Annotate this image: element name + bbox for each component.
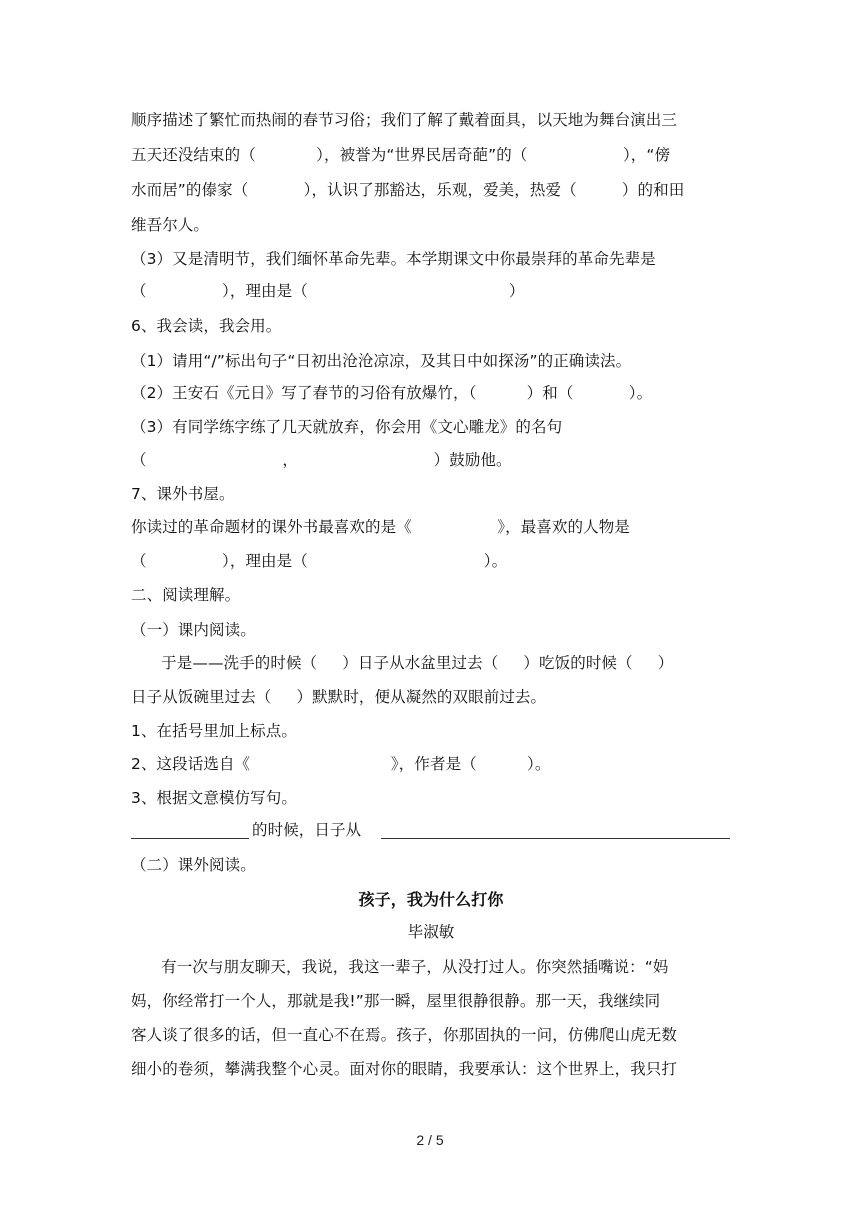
question-2-line: 2、这段话选自《 》，作者是（ ）。 bbox=[131, 755, 551, 773]
question-1-line: （1）请用“/”标出句子“日初出沧沧凉凉，及其日中如探汤”的正确读法。 bbox=[131, 352, 632, 370]
question-1-line: 1、在括号里加上标点。 bbox=[131, 722, 297, 740]
question-2-line: （2）王安石《元日》写了春节的习俗有放爆竹，（ ）和（ ）。 bbox=[131, 384, 653, 402]
article-paragraph-line: 客人谈了很多的话，但一直心不在焉。孩子，你那固执的一问，仿佛爬山虎无数 bbox=[131, 1026, 678, 1044]
text-line: 你读过的革命题材的课外书最喜欢的是《 》，最喜欢的人物是 bbox=[131, 518, 630, 536]
passage-line: 于是——洗手的时候（ ）日子从水盆里过去（ ）吃饭的时候（ ） bbox=[131, 654, 674, 672]
answer-blank-line: （ ， ）鼓励他。 bbox=[131, 451, 512, 469]
answer-underline[interactable] bbox=[381, 838, 730, 839]
article-paragraph-line: 细小的卷须，攀满我整个心灵。面对你的眼睛，我要承认：这个世界上，我只打 bbox=[131, 1060, 678, 1078]
part-2-heading: 二、阅读理解。 bbox=[131, 586, 241, 604]
section-6-heading: 6、我会读，我会用。 bbox=[131, 317, 282, 335]
article-paragraph-line: 妈，你经常打一个人，那就是我!”那一瞬，屋里很静很静。那一天，我继续同 bbox=[131, 992, 661, 1010]
text-line: 水而居”的傣家（ ），认识了那豁达，乐观，爱美，热爱（ ）的和田 bbox=[131, 181, 685, 199]
section-7-heading: 7、课外书屋。 bbox=[131, 485, 235, 503]
question-3-line: （3）又是清明节，我们缅怀革命先辈。本学期课文中你最崇拜的革命先辈是 bbox=[131, 250, 656, 268]
question-3-line: （3）有同学练字练了几天就放弃，你会用《文心雕龙》的名句 bbox=[131, 418, 563, 436]
sub-heading-1: （一）课内阅读。 bbox=[131, 621, 256, 639]
answer-underline[interactable] bbox=[131, 838, 249, 839]
passage-line: 日子从饭碗里过去（ ）默默时，便从凝然的双眼前过去。 bbox=[131, 688, 547, 706]
page-number: 2 / 5 bbox=[416, 1132, 444, 1148]
article-paragraph-line: 有一次与朋友聊天，我说，我这一辈子，从没打过人。你突然插嘴说：“妈 bbox=[131, 958, 669, 976]
article-title: 孩子，我为什么打你 bbox=[358, 890, 504, 909]
article-author: 毕淑敏 bbox=[407, 923, 455, 941]
text-line: 维吾尔人。 bbox=[131, 216, 210, 234]
answer-blank-line: （ ），理由是（ ） bbox=[131, 282, 525, 300]
answer-blank-line: （ ），理由是（ ）。 bbox=[131, 552, 508, 570]
question-3-line: 3、根据文意模仿写句。 bbox=[131, 789, 297, 807]
sub-heading-2: （二）课外阅读。 bbox=[131, 856, 256, 874]
text-line: 顺序描述了繁忙而热闹的春节习俗；我们了解了戴着面具，以天地为舞台演出三 bbox=[131, 111, 678, 129]
imitation-sentence-text: 的时候，日子从 bbox=[252, 821, 362, 839]
text-line: 五天还没结束的（ ），被誉为“世界民居奇葩”的（ ），“傍 bbox=[131, 146, 671, 164]
